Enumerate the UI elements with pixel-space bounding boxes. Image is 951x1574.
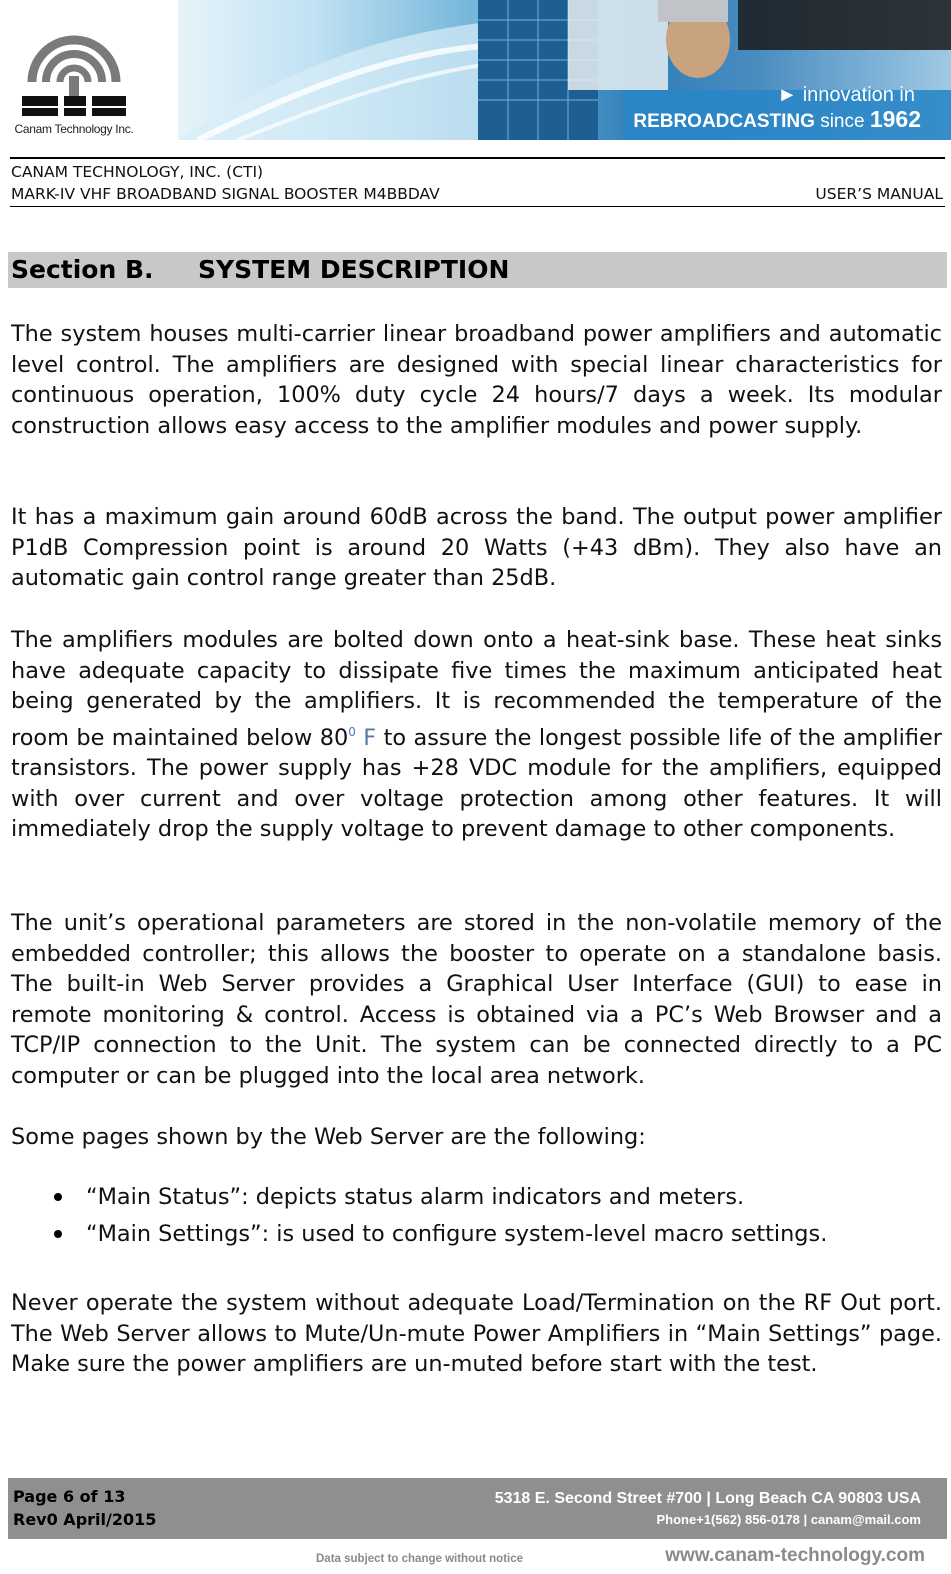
- revision: Rev0 April/2015: [13, 1510, 157, 1529]
- paragraph-pages-intro: Some pages shown by the Web Server are the following:: [11, 1124, 646, 1150]
- website-link[interactable]: www.canam-technology.com: [665, 1545, 925, 1566]
- section-number: Section B.: [11, 255, 154, 284]
- company-address: 5318 E. Second Street #700 | Long Beach CA 90803 USA: [494, 1490, 921, 1507]
- bullet-text-main-settings: “Main Settings”: is used to configure system-level macro settings.: [86, 1221, 828, 1247]
- degree-superscript: 0: [348, 724, 356, 739]
- fahrenheit-unit: F: [363, 724, 377, 751]
- header-rule-top: [10, 157, 945, 159]
- cti-logo: [14, 24, 134, 144]
- tagline-rebroadcasting: [633, 106, 921, 133]
- paragraph-heat-sink-a: The amplifiers modules are bolted down onto a heat-sink base. These heat sinks have adequate capacity to dissipate five times the maximum anticipated heat being generated by the amplifiers. It is recommended the temperature of the room be maintained below 80: [11, 627, 942, 751]
- tagline-innovation: ► innovation in: [777, 84, 915, 106]
- banner-photo: [178, 0, 951, 140]
- paragraph-overview: The system houses multi-carrier linear broadband power amplifiers and automatic level control. The amplifiers are designed with special linear characteristics for continuous operation, 100% duty cycle 24 hours/7 days a week. Its modular construction allows easy access to the amplifier modules and power supply.: [11, 321, 942, 439]
- bullet-icon: [54, 1230, 62, 1238]
- page-number: Page 6 of 13: [13, 1487, 126, 1506]
- company-contact: Phone+1(562) 856-0178 | canam@mail.com: [656, 1512, 921, 1527]
- tagline-word-rebroadcasting: REBROADCASTING: [633, 111, 815, 132]
- bullet-text-main-status: “Main Status”: depicts status alarm indicators and meters.: [86, 1184, 745, 1210]
- bullet-icon: [54, 1193, 62, 1201]
- paragraph-warning: Never operate the system without adequate Load/Termination on the RF Out port. The Web Server allows to Mute/Un-mute Power Amplifiers in “Main Settings” page. Make sure the power amplifiers are un-muted before start with the test.: [11, 1290, 942, 1377]
- header-banner: [0, 0, 951, 148]
- paragraph-web-server: The unit’s operational parameters are stored in the non-volatile memory of the embedded controller; this allows the booster to operate on a standalone basis. The built-in Web Server provides a Graphical User Interface (GUI) to ease in remote monitoring & control. Access is obtained via a PC’s Web Browser and a TCP/IP connection to the Unit. The system can be connected directly to a PC computer or can be plugged into the local area network.: [11, 910, 942, 1089]
- product-name: MARK-IV VHF BROADBAND SIGNAL BOOSTER M4BBDAV: [11, 185, 440, 203]
- tagline-word-since: since: [820, 111, 865, 132]
- paragraph-heat-sink-b: to assure the longest possible life of the amplifier transistors. The power supply has +28 VDC module for the amplifiers, equipped with over current and over voltage protection among other features. It will immediately drop the supply voltage to prevent damage to other components.: [11, 724, 942, 842]
- paragraph-heat-sink: [11, 625, 942, 845]
- section-heading: [8, 252, 947, 288]
- company-name: CANAM TECHNOLOGY, INC. (CTI): [11, 163, 264, 181]
- antenna-logo-icon: [14, 24, 134, 122]
- paragraph-gain: It has a maximum gain around 60dB across the band. The output power amplifier P1dB Compression point is around 20 Watts (+43 dBm). They also have an automatic gain control range greater than 25dB.: [11, 504, 942, 591]
- tagline-year: 1962: [869, 106, 921, 132]
- footer-bar: [8, 1478, 947, 1539]
- disclaimer: Data subject to change without notice: [316, 1553, 524, 1565]
- section-title: SYSTEM DESCRIPTION: [198, 255, 510, 284]
- doc-type: USER’S MANUAL: [815, 185, 943, 203]
- logo-subtitle: Canam Technology Inc.: [14, 122, 134, 136]
- header-rule-bottom: [10, 206, 945, 207]
